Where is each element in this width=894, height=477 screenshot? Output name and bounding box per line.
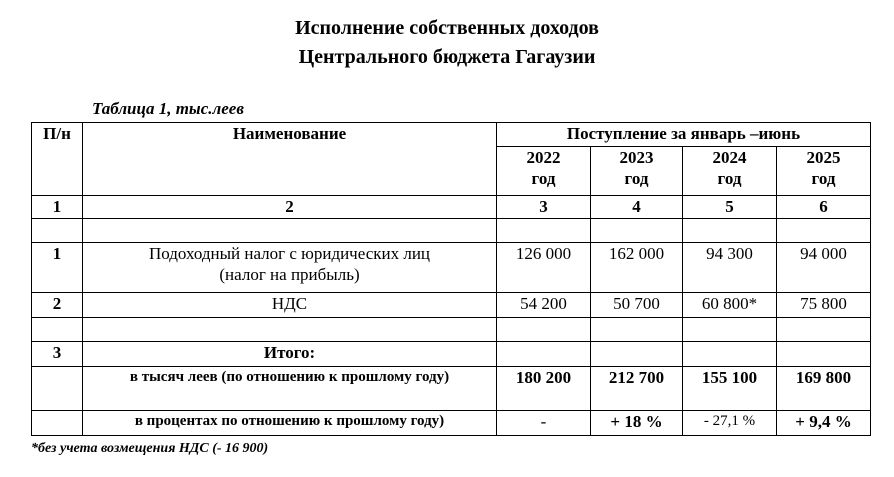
header-period: Поступление за январь –июнь: [497, 123, 871, 147]
table-caption: Таблица 1, тыс.леев: [92, 99, 244, 118]
header-year-2025: 2025 год: [777, 147, 871, 196]
value-2025: 75 800: [777, 293, 871, 318]
total-row: [32, 342, 871, 367]
revenue-table: [31, 122, 871, 436]
total-percent-row: [32, 411, 871, 436]
value-2022: 126 000: [497, 243, 591, 293]
colnum-6: 6: [777, 196, 871, 219]
title-line-1: Исполнение собственных доходов: [295, 17, 599, 39]
colnum-2: 2: [83, 196, 497, 219]
total-percent-2022: -: [497, 411, 591, 436]
page-title: [0, 14, 894, 72]
total-percent-label: в процентах по отношению к прошлому году): [83, 411, 497, 436]
title-line-2: Центрального бюджета Гагаузии: [298, 46, 596, 68]
total-thousands-label: в тысяч леев (по отношению к прошлому году): [83, 367, 497, 411]
value-2023: 162 000: [591, 243, 683, 293]
empty-row: [32, 318, 871, 342]
empty-row: [32, 219, 871, 243]
total-thousands-2022: 180 200: [497, 367, 591, 411]
table-row: [32, 243, 871, 293]
total-thousands-2023: 212 700: [591, 367, 683, 411]
value-2024: 94 300: [683, 243, 777, 293]
value-2024: 60 800*: [683, 293, 777, 318]
colnum-1: 1: [32, 196, 83, 219]
total-thousands-2024: 155 100: [683, 367, 777, 411]
footnote: *без учета возмещения НДС (- 16 900): [31, 441, 269, 456]
total-thousands-row: [32, 367, 871, 411]
total-percent-2023: + 18 %: [591, 411, 683, 436]
total-thousands-2025: 169 800: [777, 367, 871, 411]
colnum-4: 4: [591, 196, 683, 219]
header-name: Наименование: [83, 123, 497, 196]
row-num: 1: [32, 243, 83, 293]
header-year-2023: 2023 год: [591, 147, 683, 196]
value-2023: 50 700: [591, 293, 683, 318]
row-name: НДС: [83, 293, 497, 318]
colnum-5: 5: [683, 196, 777, 219]
column-number-row: [32, 196, 871, 219]
value-2022: 54 200: [497, 293, 591, 318]
header-row: [32, 123, 871, 147]
header-year-2022: 2022 год: [497, 147, 591, 196]
value-2025: 94 000: [777, 243, 871, 293]
total-percent-2024: - 27,1 %: [683, 411, 777, 436]
row-num: 2: [32, 293, 83, 318]
total-num: 3: [32, 342, 83, 367]
total-label: Итого:: [83, 342, 497, 367]
colnum-3: 3: [497, 196, 591, 219]
table-row: [32, 293, 871, 318]
header-num: П/н: [32, 123, 83, 196]
header-year-2024: 2024 год: [683, 147, 777, 196]
row-name: Подоходный налог с юридических лиц (налог на прибыль): [83, 243, 497, 293]
total-percent-2025: + 9,4 %: [777, 411, 871, 436]
